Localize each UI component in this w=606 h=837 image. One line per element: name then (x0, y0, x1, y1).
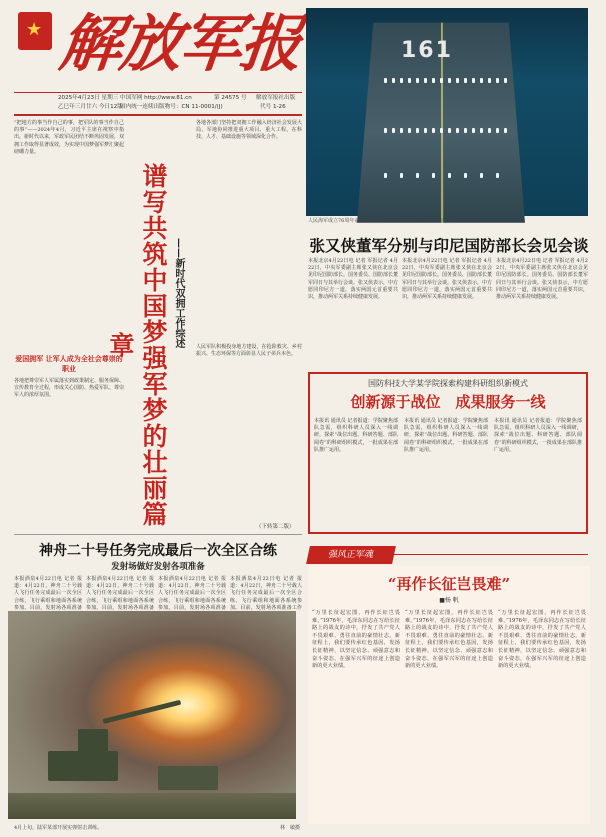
mission-body-col4: 本报酒泉4月22日电 记者 报道：4月22日，神舟二十号载人飞行任务完成最后一次全区合练，飞行乘组和地面各系统参加。目前，发射场各项准备工作 (230, 576, 302, 611)
meeting-body-col2: 本报北京4月22日电 记者 军报记者 4月22日，中央军委副主席张又侠在北京会见印尼国防部长。国务委员、国防部长董军同日与其举行会谈。张又侠表示，中方愿同印尼方一道，落实两国元首重要共识，推动两军关系持续健康发展。 (402, 258, 493, 301)
lead-body-col1: “把地方的事当作自己的事，把军队的事当作自己的事”——2024年4月，习近平主席在视察中指出。新时代以来，军政军民团结不断巩固发展，双拥工作取得显著成效，为实现中国梦强军梦汇聚起磅礴力量。 (14, 120, 125, 155)
column-body-col3: “万里长征起宏图，再作长征岂畏难。”1976年，毛泽东同志在写给长征路上的战友的诗中，抒发了共产党人不畏艰难、勇往直前的豪情壮志。新征程上，我们要传承红色基因，发扬长征精神，以坚定信念、顽强意志和奋斗姿态，在强军兴军的征途上创造新的更大业绩。 (498, 610, 586, 670)
column-tag-rule (394, 554, 588, 555)
mission-subheadline: 发射场做好发射各项准备 (111, 562, 205, 572)
boxed-body-col3: 本报讯 通讯员 记者报道：学院聚焦部队急需，组织科研人员深入一线调研，探索“战位出题、科研答题、部队阅卷”的科研组织模式，一批成果在部队推广运用。 (494, 418, 582, 453)
photo-caption: 人民海军成立76周年前夕，官兵在某型驱逐舰甲板上列队展示，迎接节日到来。 (308, 218, 485, 224)
column-tag: 强风正军魂 (306, 546, 396, 564)
boxed-body-col2: 本报讯 通讯员 记者报道：学院聚焦部队急需，组织科研人员深入一线调研，探索“战位出题、科研答题、部队阅卷”的科研组织模式，一批成果在部队推广运用。 (404, 418, 488, 453)
column-headline: “再作长征岂畏难” (387, 575, 511, 593)
registration-code: 国内统一连续出版物号：CN 11-0001/(J) (120, 104, 223, 110)
meeting-headline: 张又侠董军分别与印尼国防部长会见会谈 (309, 236, 589, 255)
artillery-firing-photo (8, 611, 296, 819)
lead-subheading: 爱国拥军 让军人成为全社会尊崇的职业 (15, 355, 123, 373)
mission-body-col3: 本报酒泉4月22日电 记者 报道：4月22日，神舟二十号载人飞行任务完成最后一次全区合练，飞行乘组和地面各系统参加。目前，发射场各项准备 (158, 576, 226, 611)
publisher: 解放军报社出版 (256, 95, 296, 101)
lead-body-col1b: 各地把尊崇军人军属落实到政策制定、服务保障、宣传教育全过程，形成关心国防、热爱军队、尊崇军人的浓厚氛围。 (14, 378, 125, 399)
issue-number: 第 24575 号 (214, 95, 247, 101)
lunar-date: 乙巳年三月廿六 今日12版 (58, 104, 123, 110)
lead-body-col3: 各地各部门坚持把双拥工作融入经济社会发展大局，军地协同推进重大项目、重大工程，在科技、人才、基础设施等领域深化合作。 (196, 120, 302, 141)
boxed-headline: 创新源于战位 成果服务一线 (350, 393, 546, 411)
lead-headline: 谱写共筑中国梦强军梦的壮丽篇章 (106, 163, 168, 527)
column-author: ■杨 帆 (439, 597, 459, 604)
boxed-body-col1: 本报讯 通讯员 记者报道：学院聚焦部队急需，组织科研人员深入一线调研，探索“战位出题、科研答题、部队阅卷”的科研组织模式，一批成果在部队推广运用。 (314, 418, 398, 453)
lead-bottom-rule (14, 534, 302, 535)
mission-headline: 神舟二十号任务完成最后一次全区合练 (39, 543, 277, 559)
hull-marking: 161 (401, 38, 453, 63)
column-body-col1: “万里长征起宏图，再作长征岂畏难。”1976年，毛泽东同志在写给长征路上的战友的诗中，抒发了共产党人不畏艰难、勇往直前的豪情壮志。新征程上，我们要传承红色基因，发扬长征精神，以坚定信念、顽强意志和奋斗姿态，在强军兴军的征途上创造新的更大业绩。 (312, 610, 400, 670)
issue-date: 2025年4月23日 星期三 (58, 95, 119, 101)
destroyer-deck-photo (306, 8, 588, 216)
meeting-body-col1: 本报北京4月22日电 记者 军报记者 4月22日，中央军委副主席张又侠在北京会见印尼国防部长。国务委员、国防部长董军同日与其举行会谈。张又侠表示，中方愿同印尼方一道，落实两国元首重要共识，推动两军关系持续健康发展。 (308, 258, 399, 301)
newspaper-logo-emblem (18, 12, 52, 50)
masthead-rule (14, 114, 302, 116)
postal-code: 代号 1-26 (260, 104, 286, 110)
continued-note: （下转第二版） (256, 524, 295, 530)
website: 中国军网 http://www.81.cn (120, 95, 192, 101)
boxed-kicker: 国防科技大学某学院探索构建科研组织新模式 (368, 379, 528, 388)
newspaper-title: 解放军报 (56, 7, 304, 80)
lead-body-col3b: 人民军队积极投身地方建设，在抢险救灾、乡村振兴、生态环保等方面彰显人民子弟兵本色。 (196, 344, 302, 358)
photo-credit: 林 敏摄 (279, 825, 300, 831)
masthead-divider (14, 92, 302, 93)
mission-body-col1: 本报酒泉4月22日电 记者 报道：4月22日，神舟二十号载人飞行任务完成最后一次全区合练，飞行乘组和地面各系统参加。目前，发射场各项准备 (14, 576, 82, 611)
meeting-body-col3: 本报北京4月22日电 记者 军报记者 4月22日，中央军委副主席张又侠在北京会见印尼国防部长。国务委员、国防部长董军同日与其举行会谈。张又侠表示，中方愿同印尼方一道，落实两国元首重要共识，推动两军关系持续健康发展。 (496, 258, 588, 301)
photo-caption-artillery: 4月上旬，陆军某部开展实弹射击训练。 (14, 825, 103, 831)
column-body-col2: “万里长征起宏图，再作长征岂畏难。”1976年，毛泽东同志在写给长征路上的战友的诗中，抒发了共产党人不畏艰难、勇往直前的豪情壮志。新征程上，我们要传承红色基因，发扬长征精神，以坚定信念、顽强意志和奋斗姿态，在强军兴军的征途上创造新的更大业绩。 (405, 610, 493, 670)
mission-body-col2: 本报酒泉4月22日电 记者 报道：4月22日，神舟二十号载人飞行任务完成最后一次全区合练，飞行乘组和地面各系统参加。目前，发射场各项准备 (86, 576, 154, 611)
lead-kicker: ——新时代双拥工作综述 (173, 238, 184, 348)
